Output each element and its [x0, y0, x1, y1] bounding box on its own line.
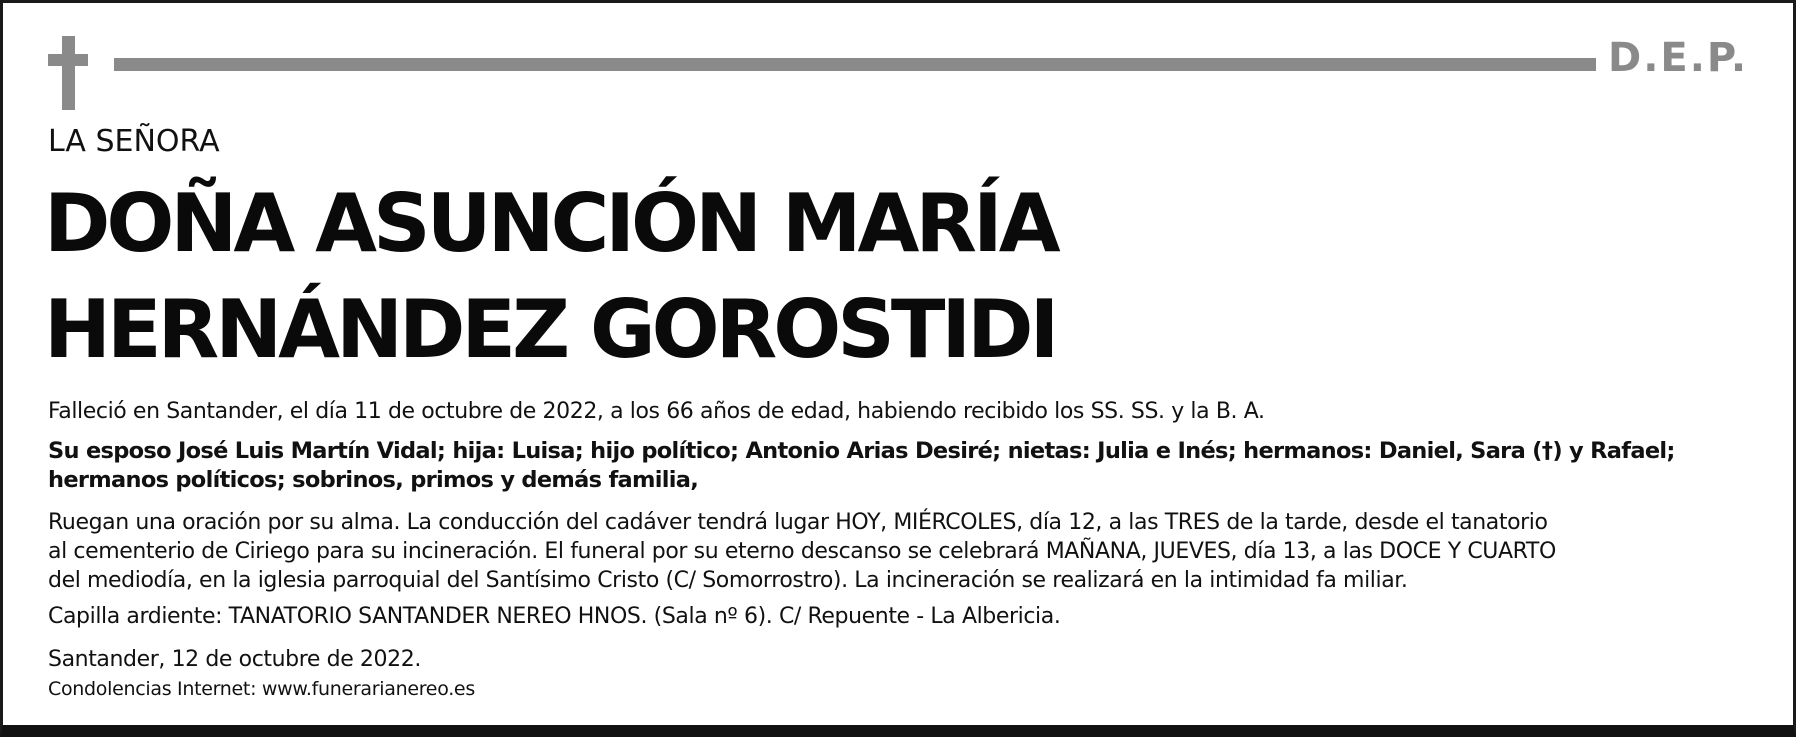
- place-date: Santander, 12 de octubre de 2022.: [48, 647, 421, 672]
- family-line-2: hermanos políticos; sobrinos, primos y demás familia,: [48, 467, 699, 493]
- family-line-1: Su esposo José Luis Martín Vidal; hija: Luisa; hijo político; Antonio Arias Desiré; nietas: Julia e Inés; hermanos: Daniel, Sara (†) y Rafael;: [48, 438, 1675, 464]
- chapel-info: Capilla ardiente: TANATORIO SANTANDER NEREO HNOS. (Sala nº 6). C/ Repuente - La Albericia.: [48, 604, 1061, 629]
- service-line-3: del mediodía, en la iglesia parroquial del Santísimo Cristo (C/ Somorrostro). La incineración se realizará en la intimidad fa miliar.: [48, 568, 1408, 593]
- service-line-2: al cementerio de Ciriego para su incineración. El funeral por su eterno descanso se celebrará MAÑANA, JUEVES, día 13, a las DOCE Y CUARTO: [48, 539, 1556, 564]
- deceased-name-line-1: DOÑA ASUNCIÓN MARÍA: [44, 177, 1057, 270]
- deceased-name-line-2: HERNÁNDEZ GOROSTIDI: [44, 283, 1056, 376]
- death-notice: Falleció en Santander, el día 11 de octubre de 2022, a los 66 años de edad, habiendo recibido los SS. SS. y la B. A.: [48, 399, 1265, 424]
- header-rule: [114, 58, 1596, 71]
- service-line-1: Ruegan una oración por su alma. La conducción del cadáver tendrá lugar HOY, MIÉRCOLES, día 12, a las TRES de la tarde, desde el tanatorio: [48, 510, 1548, 535]
- cross-icon: [48, 36, 88, 110]
- dep-label: D.E.P.: [1608, 35, 1749, 81]
- honorific: LA SEÑORA: [48, 124, 220, 159]
- condolences-link: Condolencias Internet: www.funerarianereo.es: [48, 678, 475, 700]
